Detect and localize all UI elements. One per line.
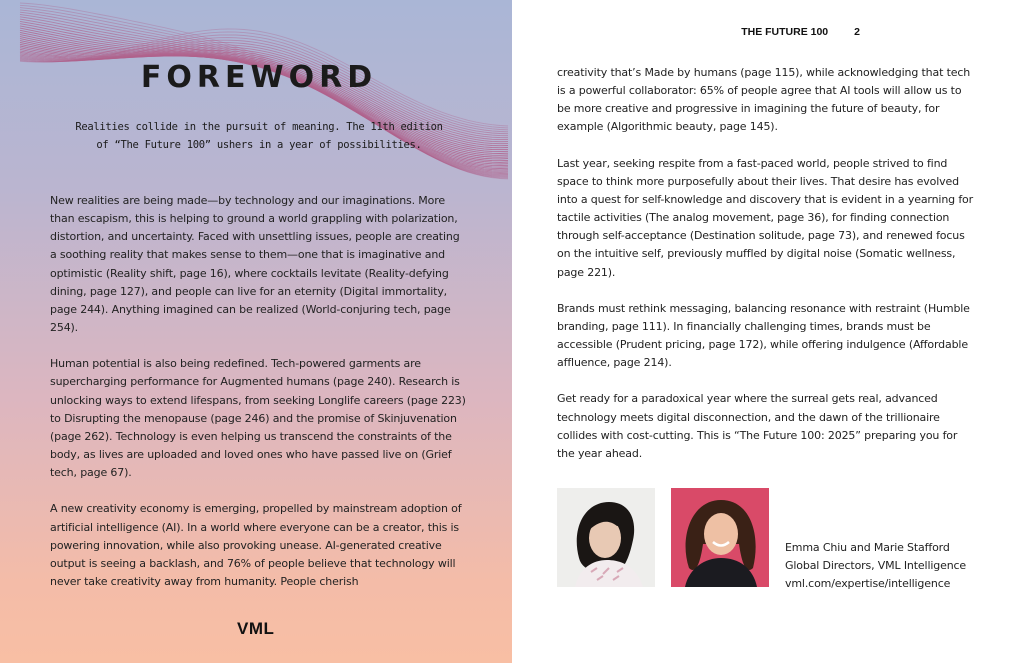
publication-title: THE FUTURE 100 — [741, 26, 829, 38]
left-column-text — [50, 192, 468, 609]
page-title: FOREWORD — [140, 60, 378, 95]
paragraph: Get ready for a paradoxical year where the surreal gets real, advanced technology meets digital disconnection, and the dawn of the trillionaire collides with cost-cutting. This is “The Future 100: 2025” preparing you for the year ahead. — [557, 392, 958, 460]
author-credits — [785, 539, 985, 593]
paragraph: Human potential is also being redefined. Tech-powered garments are supercharging performance for Augmented humans (page 240). Research is unlocking ways to extend lifespans, from seeking Longlife careers (page 223) to Disrupting the menopause (page 246) and the promise of Skinjuvenation (page 262). Technology is even helping us transcend the constraints of the body, as lives are uploaded and loved ones who have passed live on (Grief tech, page 67). — [50, 357, 466, 480]
subtitle — [50, 118, 468, 154]
author-names: Emma Chiu and Marie Stafford — [785, 541, 950, 554]
paragraph: A new creativity economy is emerging, propelled by mainstream adoption of artificial intelligence (AI). In a world where everyone can be a creator, this is powering innovation, while also provoking unease. AI-generated creative output is seeing a backlash, and 76% of people believe that technology will never take creativity away from humanity. People cherish — [50, 502, 462, 588]
portrait-marie-stafford — [671, 488, 769, 587]
author-role: Global Directors, VML Intelligence — [785, 559, 967, 573]
page-header — [700, 26, 860, 38]
subtitle-line: Realities collide in the pursuit of meaning. The 11th edition — [75, 121, 443, 133]
portrait-emma-chiu — [557, 488, 655, 587]
vml-logo: VML — [237, 619, 275, 638]
paragraph: Last year, seeking respite from a fast-paced world, people strived to find space to think more purposefully about their lives. That desire has evolved into a quest for self-knowledge and discovery that is evident in a yearning for tactile activities (The analog movement, page 36), for finding connection through self-acceptance (Destination solitude, page 73), and renewed focus on the intuitive self, previously muffled by digital noise (Somatic wellness, page 221). — [557, 156, 973, 279]
author-url: vml.com/expertise/intelligence — [785, 577, 951, 591]
page-number: 2 — [854, 26, 860, 38]
paragraph: Brands must rethink messaging, balancing resonance with restraint (Humble branding, page 111). In financially challenging times, brands must be accessible (Prudent pricing, page 172), while offering indulgence (Affordable affluence, page 214). — [557, 301, 970, 370]
subtitle-line: of “The Future 100” ushers in a year of possibilities. — [96, 139, 422, 151]
right-column-text — [557, 64, 977, 481]
face — [704, 513, 738, 555]
paragraph: New realities are being made—by technology and our imaginations. More than escapism, this is helping to ground a world grappling with polarization, distortion, and uncertainty. Faced with unsettling issues, people are creating a soothing reality that makes sense to them—one that is imaginative and optimistic (Reality shift, page 16), where cocktails levitate (Reality-defying dining, page 127), and people can live for an eternity (Digital immortality, page 244). Anything imagined can be realized (World-conjuring tech, page 254). — [50, 194, 460, 335]
paragraph: creativity that’s Made by humans (page 115), while acknowledging that tech is a powerful collaborator: 65% of people agree that AI tools will allow us to be more creative and progressive in imagining the future of beauty, for example (Algorithmic beauty, page 145). — [557, 66, 971, 134]
